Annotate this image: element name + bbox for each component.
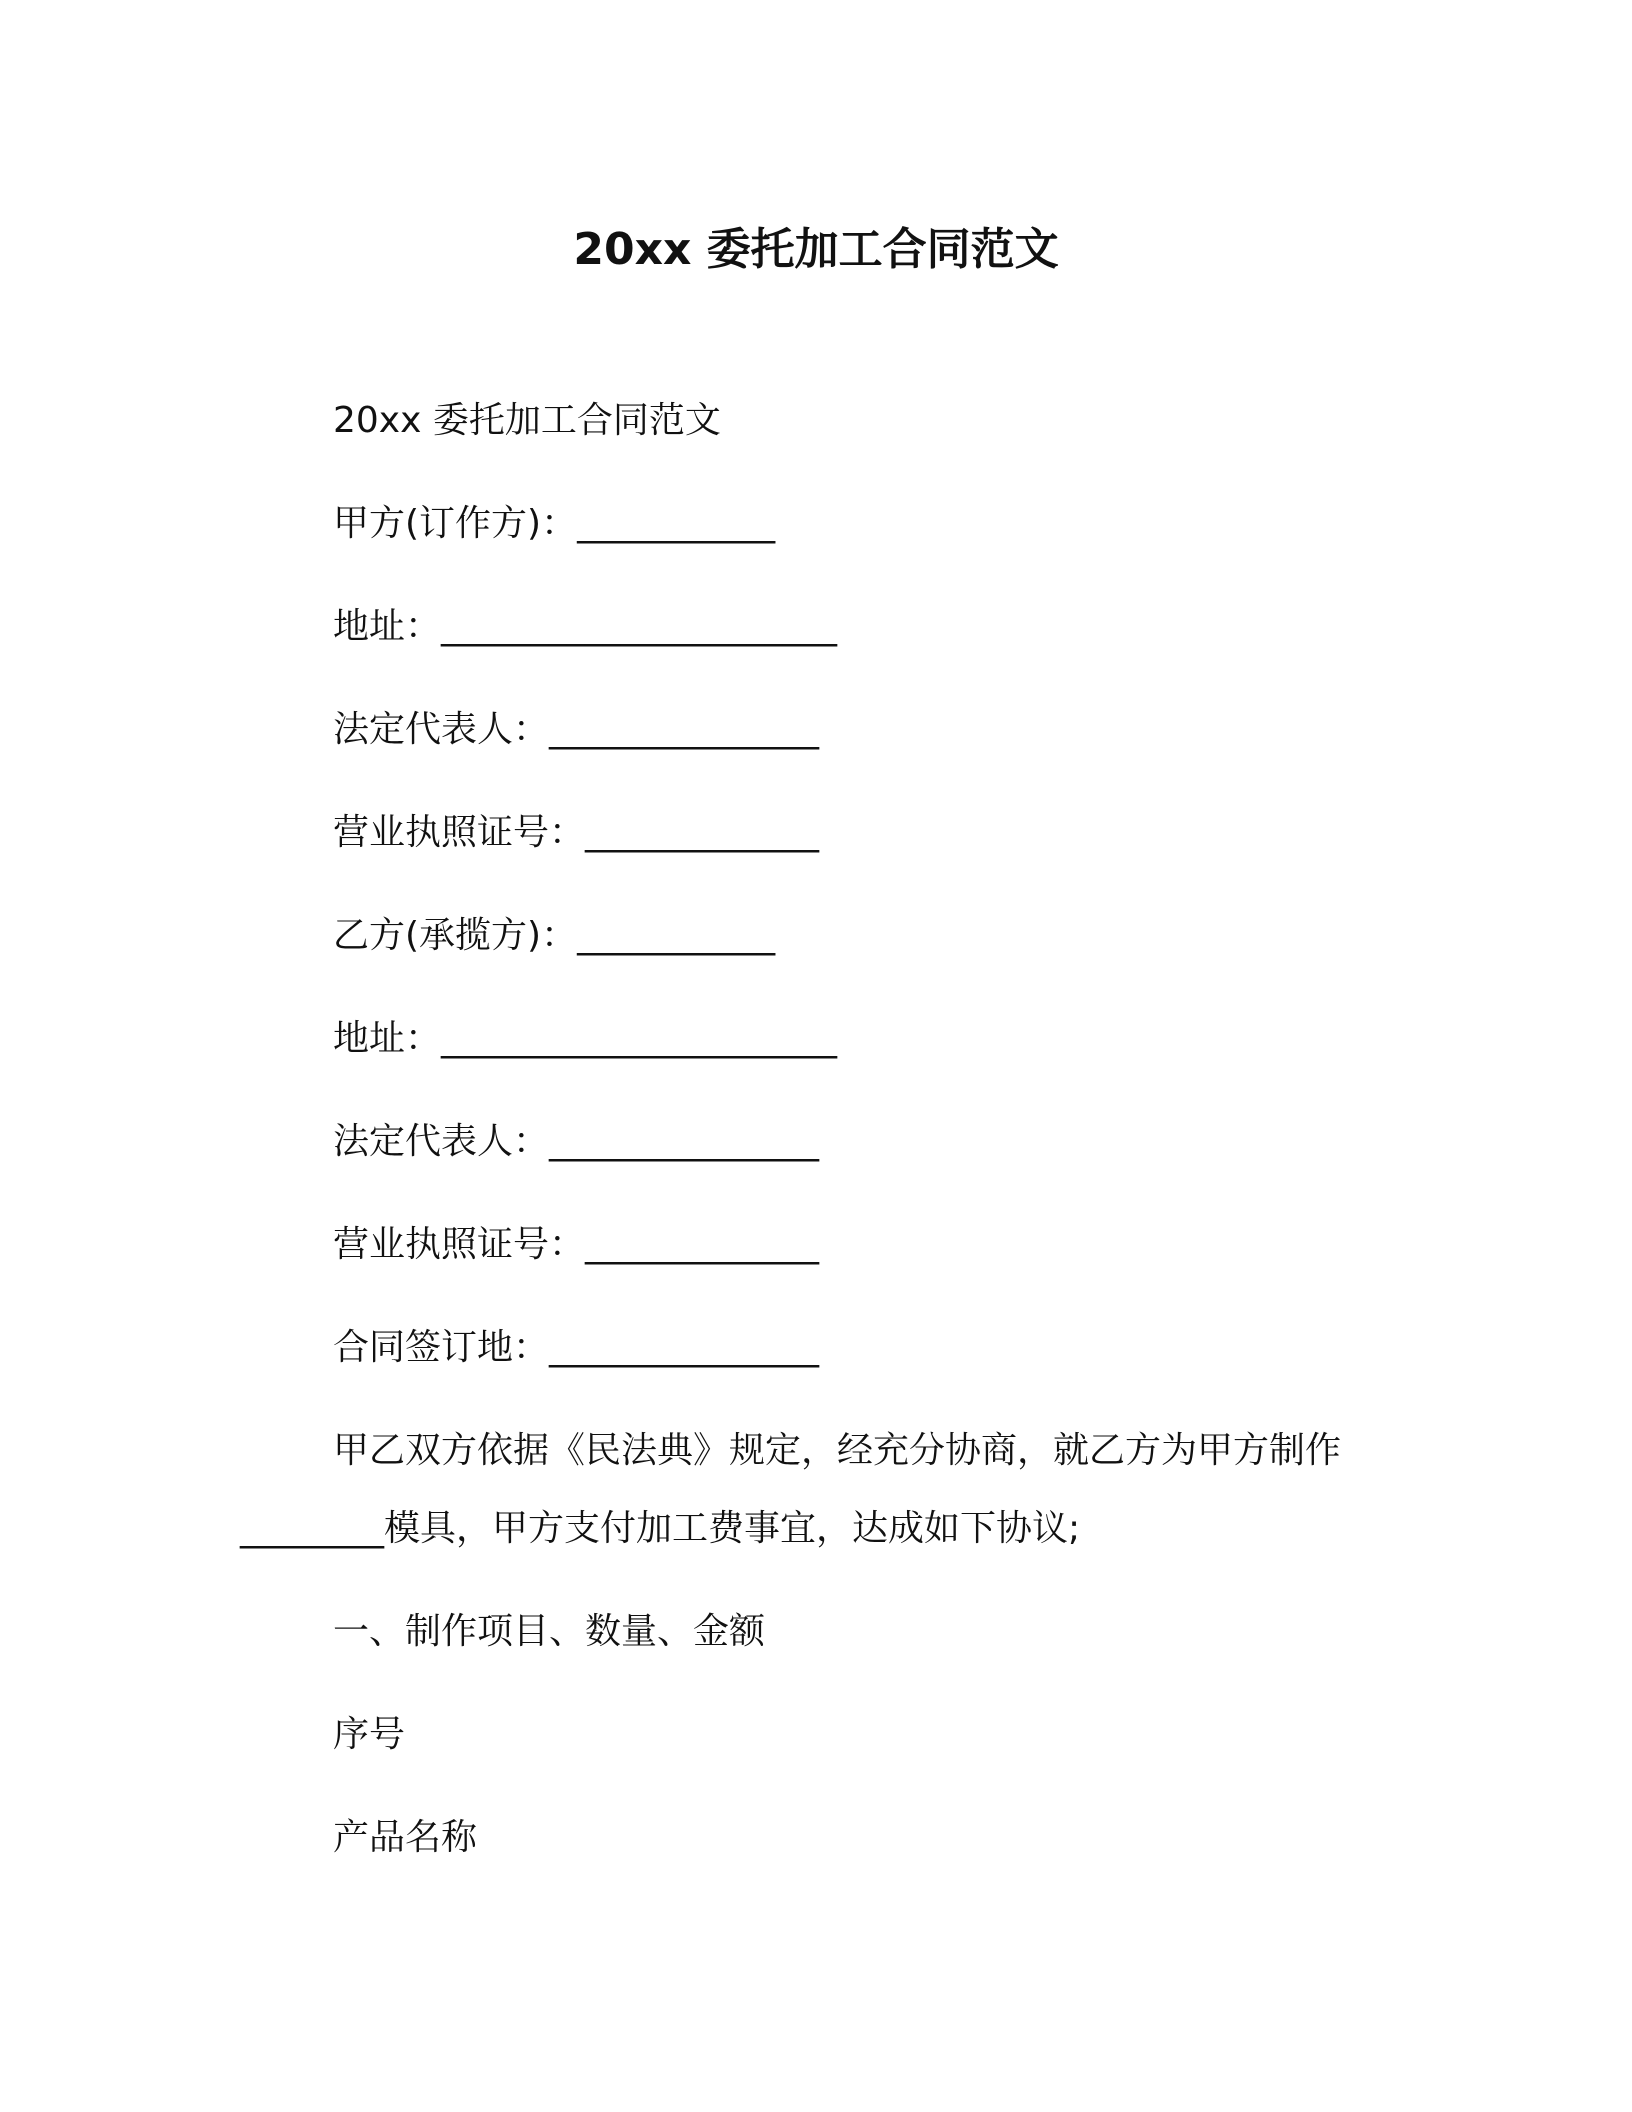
party-a-address-line: 地址：______________________: [333, 606, 838, 647]
signing-place-line: 合同签订地：_______________: [333, 1327, 820, 1368]
document-title: 20xx 委托加工合同范文: [573, 224, 1059, 275]
party-a-name-line: 甲方(订作方)：___________: [333, 503, 776, 544]
subtitle-line: 20xx 委托加工合同范文: [333, 400, 721, 441]
agreement-paragraph-line-2: ________模具，甲方支付加工费事宜，达成如下协议;: [240, 1508, 1081, 1549]
table-header-product-name: 产品名称: [333, 1817, 478, 1858]
party-b-address-line: 地址：______________________: [333, 1018, 838, 1059]
party-a-license-line: 营业执照证号：_____________: [333, 812, 820, 853]
agreement-paragraph-line-1: 甲乙双方依据《民法典》规定，经充分协商，就乙方为甲方制作: [333, 1430, 1342, 1471]
party-b-license-line: 营业执照证号：_____________: [333, 1224, 820, 1265]
party-b-representative-line: 法定代表人：_______________: [333, 1121, 820, 1162]
party-b-name-line: 乙方(承揽方)：___________: [333, 915, 776, 956]
party-a-representative-line: 法定代表人：_______________: [333, 709, 820, 750]
table-header-serial: 序号: [333, 1714, 406, 1755]
section-heading-1: 一、制作项目、数量、金额: [333, 1611, 766, 1652]
